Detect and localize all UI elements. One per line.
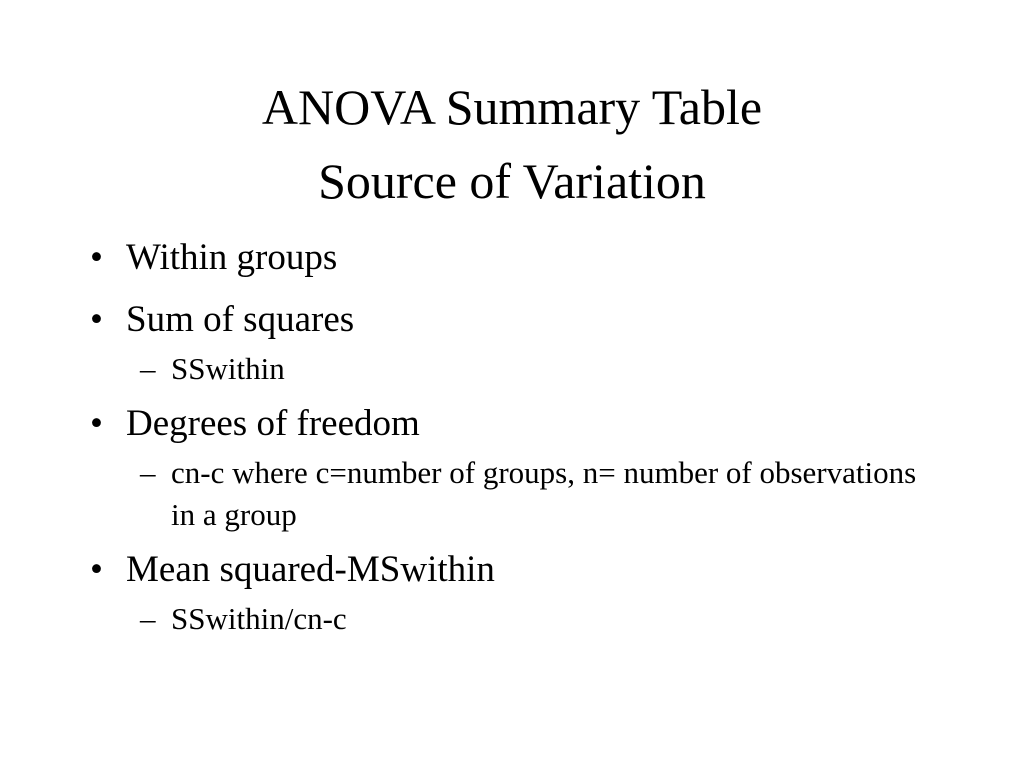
dash-icon: – — [140, 351, 156, 386]
bullet-icon: • — [90, 549, 103, 590]
bullet-item-mean-squared — [0, 542, 1024, 598]
bullet-icon: • — [90, 237, 103, 278]
bullet-text: Degrees of freedom — [126, 403, 420, 444]
bullet-text: Mean squared-MSwithin — [126, 549, 495, 590]
sub-item-ms-formula — [0, 598, 1024, 640]
bullet-icon: • — [90, 403, 103, 444]
sub-item-text: SSwithin — [171, 351, 285, 386]
slide-title — [0, 70, 1024, 218]
bullet-item-within-groups — [0, 230, 1024, 286]
sub-item-sswithin — [0, 348, 1024, 390]
sub-item-df-formula — [0, 452, 1024, 536]
title-line-2: Source of Variation — [318, 153, 706, 209]
title-line-1: ANOVA Summary Table — [261, 79, 763, 135]
dash-icon: – — [140, 601, 156, 636]
dash-icon: – — [140, 455, 156, 490]
sub-item-text: SSwithin/cn-c — [171, 601, 347, 636]
sub-item-text: cn-c where c=number of groups, n= number of observations in a group — [171, 455, 917, 532]
bullet-list — [0, 224, 1024, 640]
bullet-icon: • — [90, 299, 103, 340]
bullet-text: Sum of squares — [126, 299, 355, 340]
bullet-text: Within groups — [126, 237, 338, 278]
bullet-item-sum-of-squares — [0, 292, 1024, 348]
bullet-item-degrees-of-freedom — [0, 396, 1024, 452]
